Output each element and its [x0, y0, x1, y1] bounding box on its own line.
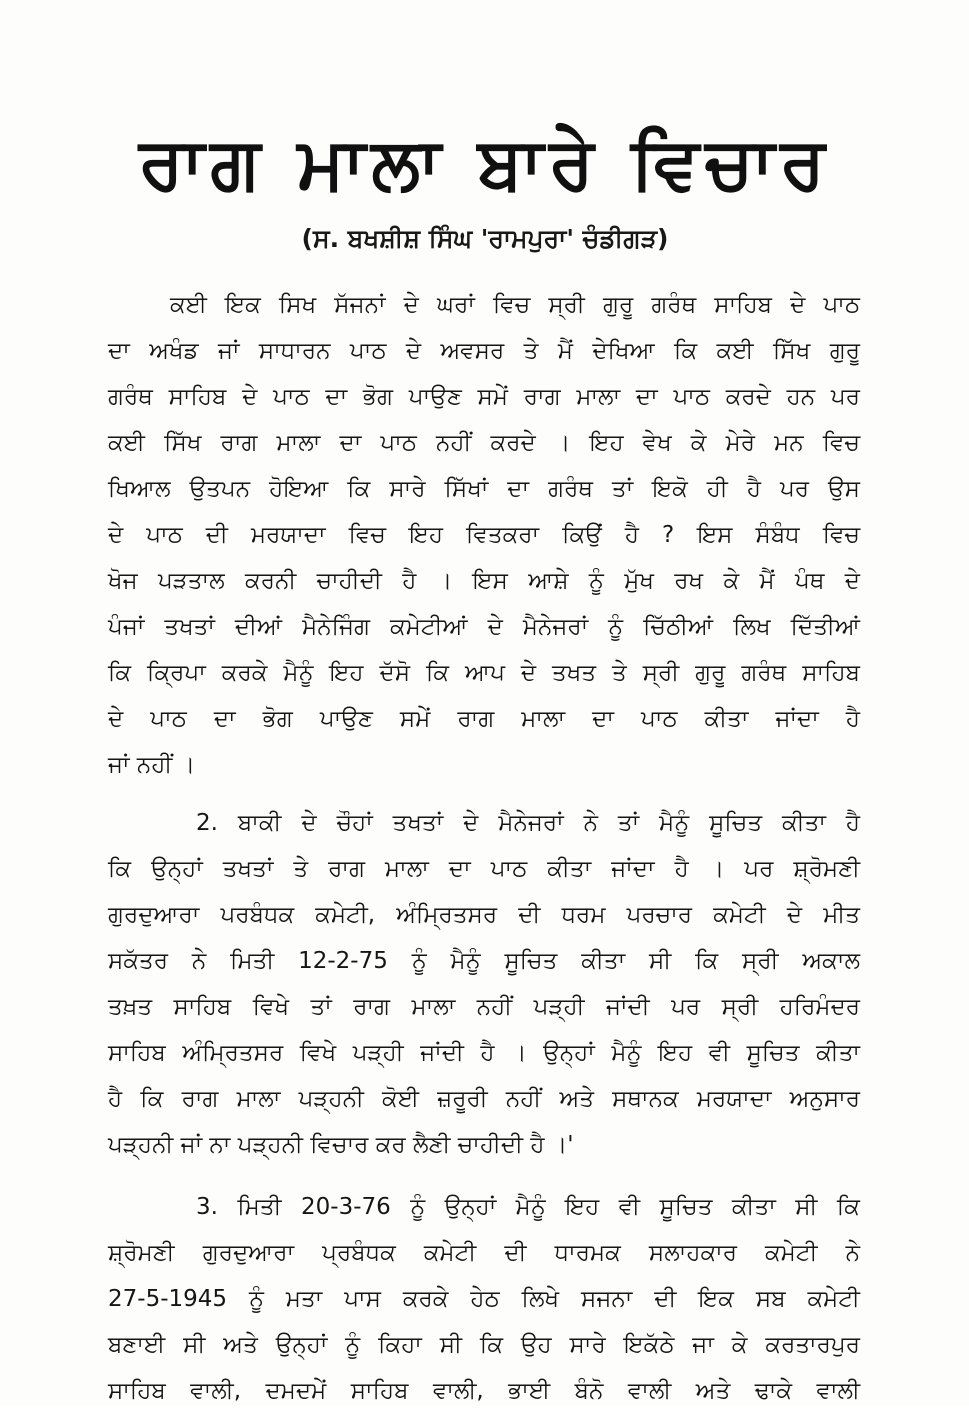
paragraph-1-line: ਖੋਜ ਪੜਤਾਲ ਕਰਨੀ ਚਾਹੀਦੀ ਹੈ । ਇਸ ਆਸ਼ੇ ਨੂੰ ਮੁੱਖ ਰਖ ਕੇ ਮੈਂ ਪੰਥ ਦੇ [108, 568, 860, 594]
paragraph-1-line: ਕਈ ਇਕ ਸਿਖ ਸੱਜਨਾਂ ਦੇ ਘਰਾਂ ਵਿਚ ਸ੍ਰੀ ਗੁਰੂ ਗਰੰਥ ਸਾਹਿਬ ਦੇ ਪਾਠ [170, 292, 860, 318]
paragraph-3-line: ਸਾਹਿਬ ਵਾਲੀ, ਦਮਦਮੇਂ ਸਾਹਿਬ ਵਾਲੀ, ਭਾਈ ਬੰਨੋ ਵਾਲੀ ਅਤੇ ਢਾਕੇ ਵਾਲੀ [108, 1378, 860, 1404]
paragraph-2-line: ਕਿ ਉਨ੍ਹਾਂ ਤਖਤਾਂ ਤੇ ਰਾਗ ਮਾਲਾ ਦਾ ਪਾਠ ਕੀਤਾ ਜਾਂਦਾ ਹੈ । ਪਰ ਸ਼੍ਰੋਮਣੀ [108, 856, 860, 882]
paragraph-2-line: 2. ਬਾਕੀ ਦੇ ਚੌਹਾਂ ਤਖਤਾਂ ਦੇ ਮੈਨੇਜਰਾਂ ਨੇ ਤਾਂ ਮੈਨੂੰ ਸੂਚਿਤ ਕੀਤਾ ਹੈ [196, 810, 860, 836]
paragraph-3-line: ਸ਼੍ਰੋਮਣੀ ਗੁਰਦੁਆਰਾ ਪ੍ਰਬੰਧਕ ਕਮੇਟੀ ਦੀ ਧਾਰਮਕ ਸਲਾਹਕਾਰ ਕਮੇਟੀ ਨੇ [108, 1240, 860, 1266]
article-body [108, 282, 860, 1414]
paragraph-1-line: ਖਿਆਲ ਉਤਪਨ ਹੋਇਆ ਕਿ ਸਾਰੇ ਸਿੱਖਾਂ ਦਾ ਗਰੰਥ ਤਾਂ ਇਕੋ ਹੀ ਹੈ ਪਰ ਉਸ [108, 476, 860, 502]
paragraph-3-line: 3. ਮਿਤੀ 20-3-76 ਨੂੰ ਉਨ੍ਹਾਂ ਮੈਨੂੰ ਇਹ ਵੀ ਸੂਚਿਤ ਕੀਤਾ ਸੀ ਕਿ [196, 1194, 860, 1220]
paragraph-1-line: ਜਾਂ ਨਹੀਂ । [108, 752, 196, 778]
paragraph-1-line: ਪੰਜਾਂ ਤਖਤਾਂ ਦੀਆਂ ਮੈਨੇਜਿੰਗ ਕਮੇਟੀਆਂ ਦੇ ਮੈਨੇਜਰਾਂ ਨੂੰ ਚਿੱਠੀਆਂ ਲਿਖ ਦਿੱਤੀਆਂ [108, 614, 860, 640]
paragraph-2-line: ਸਾਹਿਬ ਅੰਮ੍ਰਿਤਸਰ ਵਿਖੇ ਪੜ੍ਹੀ ਜਾਂਦੀ ਹੈ । ਉਨ੍ਹਾਂ ਮੈਨੂੰ ਇਹ ਵੀ ਸੂਚਿਤ ਕੀਤਾ [108, 1040, 860, 1066]
paragraph-2-line: ਗੁਰਦੁਆਰਾ ਪਰਬੰਧਕ ਕਮੇਟੀ, ਅੰਮ੍ਰਿਤਸਰ ਦੀ ਧਰਮ ਪਰਚਾਰ ਕਮੇਟੀ ਦੇ ਮੀਤ [108, 902, 860, 928]
paragraph-2-line: ਸਕੱਤਰ ਨੇ ਮਿਤੀ 12-2-75 ਨੂੰ ਮੈਨੂੰ ਸੂਚਿਤ ਕੀਤਾ ਸੀ ਕਿ ਸ੍ਰੀ ਅਕਾਲ [108, 948, 860, 974]
paragraph-1-line: ਦੇ ਪਾਠ ਦੀ ਮਰਯਾਦਾ ਵਿਚ ਇਹ ਵਿਤਕਰਾ ਕਿਉਂ ਹੈ ? ਇਸ ਸੰਬੰਧ ਵਿਚ [108, 522, 860, 548]
paragraph-1-line: ਗਰੰਥ ਸਾਹਿਬ ਦੇ ਪਾਠ ਦਾ ਭੋਗ ਪਾਉਣ ਸਮੇਂ ਰਾਗ ਮਾਲਾ ਦਾ ਪਾਠ ਕਰਦੇ ਹਨ ਪਰ [108, 384, 860, 410]
paragraph-2-line: ਪੜ੍ਹਨੀ ਜਾਂ ਨਾ ਪੜ੍ਹਨੀ ਵਿਚਾਰ ਕਰ ਲੈਣੀ ਚਾਹੀਦੀ ਹੈ ।' [108, 1132, 574, 1158]
paragraph-1-line: ਦੇ ਪਾਠ ਦਾ ਭੋਗ ਪਾਉਣ ਸਮੇਂ ਰਾਗ ਮਾਲਾ ਦਾ ਪਾਠ ਕੀਤਾ ਜਾਂਦਾ ਹੈ [108, 706, 860, 732]
author-byline: (ਸ. ਬਖਸ਼ੀਸ਼ ਸਿੰਘ 'ਰਾਮਪੁਰਾ' ਚੰਡੀਗੜ) [301, 224, 669, 253]
paragraph-3-line: ਬਣਾਈ ਸੀ ਅਤੇ ਉਨ੍ਹਾਂ ਨੂੰ ਕਿਹਾ ਸੀ ਕਿ ਉਹ ਸਾਰੇ ਇਕੱਠੇ ਜਾ ਕੇ ਕਰਤਾਰਪੁਰ [108, 1332, 860, 1358]
page-title: ਰਾਗ ਮਾਲਾ ਬਾਰੇ ਵਿਚਾਰ [139, 121, 831, 205]
paragraph-2-line: ਹੈ ਕਿ ਰਾਗ ਮਾਲਾ ਪੜ੍ਹਨੀ ਕੋਈ ਜ਼ਰੂਰੀ ਨਹੀਂ ਅਤੇ ਸਥਾਨਕ ਮਰਯਾਦਾ ਅਨੁਸਾਰ [108, 1086, 860, 1112]
paragraph-1-line: ਕਈ ਸਿੱਖ ਰਾਗ ਮਾਲਾ ਦਾ ਪਾਠ ਨਹੀਂ ਕਰਦੇ । ਇਹ ਵੇਖ ਕੇ ਮੇਰੇ ਮਨ ਵਿਚ [108, 430, 860, 456]
paragraph-3-line: 27-5-1945 ਨੂੰ ਮਤਾ ਪਾਸ ਕਰਕੇ ਹੇਠ ਲਿਖੇ ਸਜਨਾ ਦੀ ਇਕ ਸਬ ਕਮੇਟੀ [108, 1286, 860, 1312]
paragraph-1-line: ਦਾ ਅਖੰਡ ਜਾਂ ਸਾਧਾਰਨ ਪਾਠ ਦੇ ਅਵਸਰ ਤੇ ਮੈਂ ਦੇਖਿਆ ਕਿ ਕਈ ਸਿੱਖ ਗੁਰੂ [108, 338, 860, 364]
paragraph-1-line: ਕਿ ਕ੍ਰਿਪਾ ਕਰਕੇ ਮੈਨੂੰ ਇਹ ਦੱਸੋ ਕਿ ਆਪ ਦੇ ਤਖਤ ਤੇ ਸ੍ਰੀ ਗੁਰੂ ਗਰੰਥ ਸਾਹਿਬ [108, 660, 860, 686]
paragraph-2-line: ਤਖ਼ਤ ਸਾਹਿਬ ਵਿਖੇ ਤਾਂ ਰਾਗ ਮਾਲਾ ਨਹੀਂ ਪੜ੍ਹੀ ਜਾਂਦੀ ਪਰ ਸ੍ਰੀ ਹਰਿਮੰਦਰ [108, 994, 860, 1020]
